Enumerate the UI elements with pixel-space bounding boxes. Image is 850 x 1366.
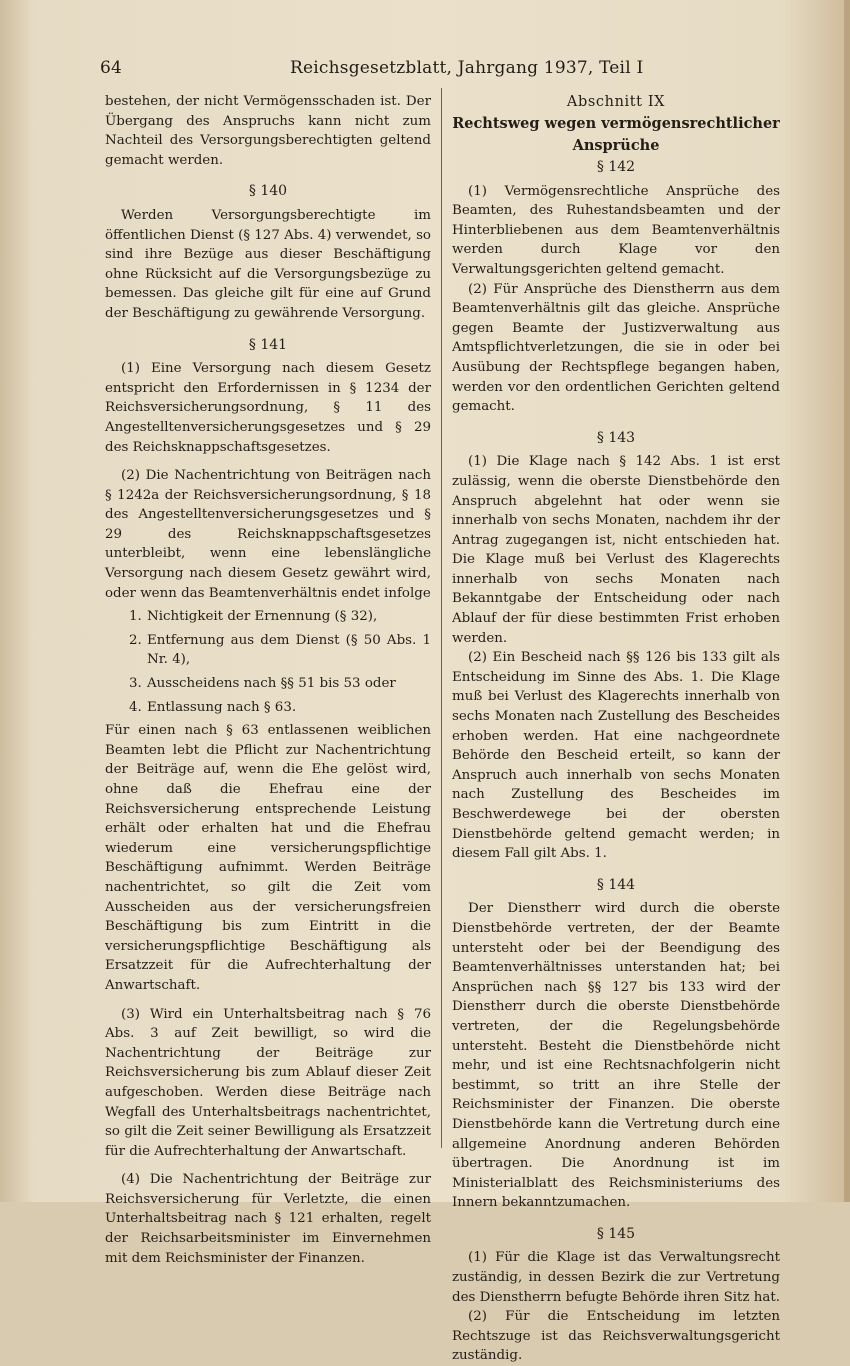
section-142-para-1: (1) Vermögensrechtliche Ansprüche des Beamten, des Ruhestandsbeamten und der Hinterbliebenen aus dem Beamtenverhältnis werden durch Klage vor den Verwaltungsgerichten geltend gemacht. xyxy=(452,183,780,277)
right-column xyxy=(452,92,780,1366)
abschnitt-label: Abschnitt IX xyxy=(566,94,666,110)
section-143-para-2: (2) Ein Bescheid nach §§ 126 bis 133 gilt als Entscheidung im Sinne des Abs. 1. Die Klage muß bei Verlust des Klagerechts innerhalb von sechs Monaten nach Zustellung des Bescheides erhoben werden. Hat eine nachgeordnete Behörde den Bescheid erteilt, so kann der Anspruch auch innerhalb von sechs Monaten nach Zustellung des Bescheides im Beschwerdewege bei der obersten Dienstbehörde geltend gemacht werden; in diesem Fall gilt Abs. 1. xyxy=(452,650,780,862)
section-141-para-4: (4) Die Nachentrichtung der Beiträge zur Reichsversicherung für Verletzte, die einen Unterhaltsbeitrag nach § 121 erhalten, regelt der Reichsarbeitsminister im Einvernehmen mit dem Reichsminister der Finanzen. xyxy=(105,1172,431,1266)
left-column xyxy=(105,92,431,1268)
column-divider xyxy=(441,88,442,1148)
abschnitt-title-line-1: Rechtsweg wegen vermögensrechtlicher xyxy=(452,115,780,132)
section-141-title: § 141 xyxy=(248,336,288,353)
section-145-title: § 145 xyxy=(596,1225,636,1242)
list-item xyxy=(129,631,431,670)
list-item-number: 3. xyxy=(129,676,142,692)
section-140-text: Werden Versorgungsberechtigte im öffentlichen Dienst (§ 127 Abs. 4) verwendet, so sind ihre Bezüge aus dieser Beschäftigung ohne Rücksicht auf die Versorgungsbezüge zu bemessen. Das gleiche gilt für eine auf Grund der Beschäftigung zu gewährende Versorgung. xyxy=(105,207,431,321)
list-item xyxy=(129,698,431,718)
section-145-para-1: (1) Für die Klage ist das Verwaltungsrecht zuständig, in dessen Bezirk die zur Vertretung des Dienstherrn befugte Behörde ihren Sitz hat. xyxy=(452,1250,780,1305)
list-item-number: 4. xyxy=(129,699,142,715)
list-item-text: Ausscheidens nach §§ 51 bis 53 oder xyxy=(147,676,396,692)
list-item-text: Entlassung nach § 63. xyxy=(147,699,297,715)
section-141-para-3: (3) Wird ein Unterhaltsbeitrag nach § 76 Abs. 3 auf Zeit bewilligt, so wird die Nachentrichtung der Beiträge zur Reichsversicherung bis zum Ablauf dieser Zeit aufgeschoben. Werden diese Beiträge nach Wegfall des Unterhaltsbeitrags nachentrichtet, so gilt die Zeit seiner Bewilligung als Ersatzzeit für die Aufrechterhaltung der Anwartschaft. xyxy=(105,1006,431,1159)
section-145-para-2: (2) Für die Entscheidung im letzten Rechtszuge ist das Reichsverwaltungsgericht zuständig. xyxy=(452,1309,780,1364)
section-141-list xyxy=(105,607,431,717)
list-item-text: Nichtigkeit der Ernennung (§ 32), xyxy=(147,609,378,625)
running-head: Reichsgesetzblatt, Jahrgang 1937, Teil I xyxy=(290,58,644,78)
page-header xyxy=(100,58,780,82)
list-item-number: 2. xyxy=(129,632,142,648)
section-142-title: § 142 xyxy=(596,159,636,175)
continued-paragraph: bestehen, der nicht Vermögensschaden ist. Der Übergang des Anspruchs kann nicht zum Nachteil des Versorgungsberechtigten geltend gemacht werden. xyxy=(105,94,431,168)
list-item xyxy=(129,674,431,694)
section-144-text: Der Dienstherr wird durch die oberste Dienstbehörde vertreten, der der Beamte untersteht oder bei der Beendigung des Beamtenverhältnisses unterstanden hat; bei Ansprüchen nach §§ 127 bis 133 wird der Dienstherr durch die oberste Dienstbehörde vertreten, der die Regelungsbehörde untersteht. Besteht die Dienstbehörde nicht mehr, und ist eine Rechtsnachfolgerin nicht bestimmt, so tritt an ihre Stelle der Reichsminister der Finanzen. Die oberste Dienstbehörde kann die Vertretung durch eine allgemeine Anordnung anderen Behörden übertragen. Die Anordnung ist im Ministerialblatt des Reichsministeriums des Innern bekanntzumachen. xyxy=(452,901,780,1211)
page-number: 64 xyxy=(100,58,123,78)
section-144-title: § 144 xyxy=(596,876,636,893)
section-141-para-1: (1) Eine Versorgung nach diesem Gesetz entspricht den Erfordernissen in § 1234 der Reichsversicherungsordnung, § 11 des Angestelltenversicherungsgesetzes und § 29 des Reichsknappschaftsgesetzes. xyxy=(105,361,431,455)
section-140-title: § 140 xyxy=(248,183,288,200)
section-142-para-2: (2) Für Ansprüche des Dienstherrn aus dem Beamtenverhältnis gilt das gleiche. Ansprüche gegen Beamte der Justizverwaltung aus Amtspflichtverletzungen, die sie in oder bei Ausübung der Rechtspflege begangen haben, werden vor den ordentlichen Gerichten geltend gemacht. xyxy=(452,281,780,415)
section-143-title: § 143 xyxy=(596,429,636,446)
section-141-para-2-continued: Für einen nach § 63 entlassenen weiblichen Beamten lebt die Pflicht zur Nachentrichtung der Beiträge auf, wenn die Ehe gelöst wird, ohne daß die Ehefrau eine der Reichsversicherung entsprechende Leistung erhält oder erhalten hat und die Ehefrau wiederum eine versicherungspflichtige Beschäftigung aufnimmt. Werden Beiträge nachentrichtet, so gilt die Zeit vom Ausscheiden aus der versicherungsfreien Beschäftigung bis zum Eintritt in die versicherungspflichtige Beschäftigung als Ersatzzeit für die Aufrechterhaltung der Anwartschaft. xyxy=(105,723,431,993)
abschnitt-title-line-2: Ansprüche xyxy=(572,137,660,154)
list-item-number: 1. xyxy=(129,609,142,625)
section-141-para-2: (2) Die Nachentrichtung von Beiträgen nach § 1242a der Reichsversicherungsordnung, § 18 des Angestelltenversicherungsgesetzes und § 29 des Reichsknappschaftsgesetzes unterbleibt, wenn eine lebenslängliche Versorgung nach diesem Gesetz gewährt wird, oder wenn das Beamtenverhältnis endet infolge xyxy=(105,468,431,601)
section-143-para-1: (1) Die Klage nach § 142 Abs. 1 ist erst zulässig, wenn die oberste Dienstbehörde den Anspruch abgelehnt hat oder wenn sie innerhalb von sechs Monaten, nachdem ihr der Antrag zugegangen ist, nicht entschieden hat. Die Klage muß bei Verlust des Klagerechts innerhalb von sechs Monaten nach Bekanntgabe der Entscheidung oder nach Ablauf der für diese bestimmten Frist erhoben werden. xyxy=(452,454,780,646)
list-item xyxy=(129,607,431,627)
page-edge xyxy=(844,0,850,1202)
list-item-text: Entfernung aus dem Dienst (§ 50 Abs. 1 Nr. 4), xyxy=(147,632,431,668)
